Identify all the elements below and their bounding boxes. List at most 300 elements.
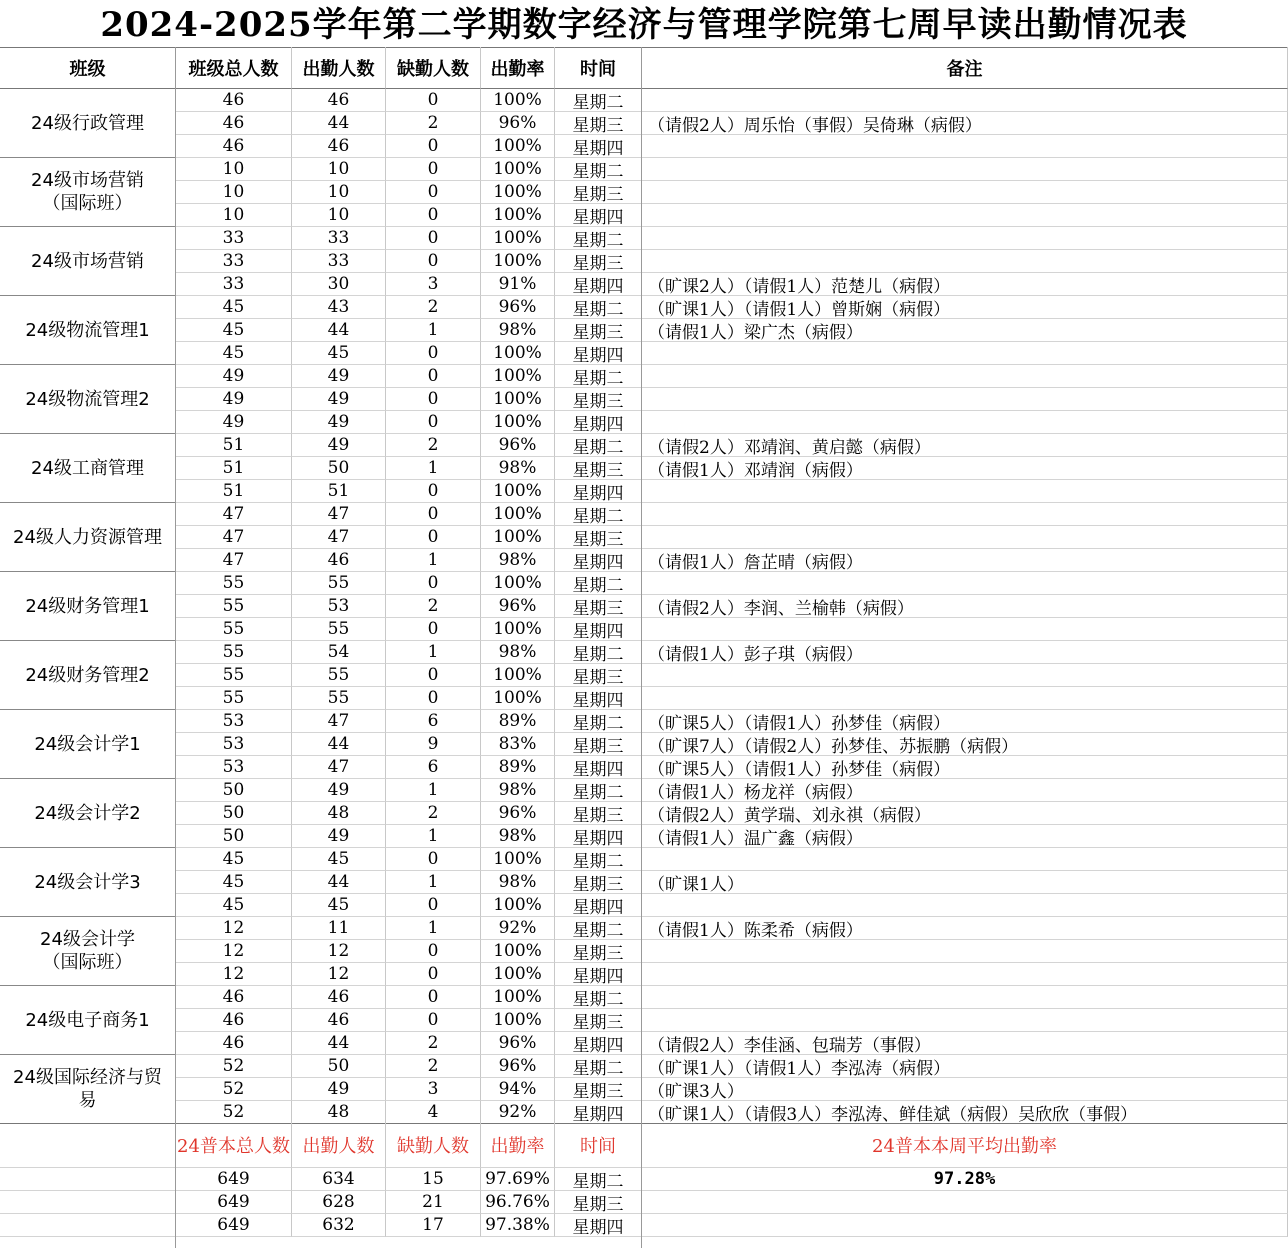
class-name-cell[interactable] <box>0 434 176 503</box>
weekday-cell[interactable]: 星期四 <box>555 135 642 158</box>
class-name-cell[interactable] <box>0 296 176 365</box>
present-count-cell[interactable]: 30 <box>292 273 386 296</box>
class-name-cell[interactable] <box>0 986 176 1055</box>
attendance-rate-cell[interactable]: 96% <box>481 434 555 457</box>
absent-count-cell[interactable]: 0 <box>386 365 481 388</box>
remark-cell[interactable]: （请假1人）杨龙祥（病假） <box>642 779 1288 802</box>
attendance-rate-cell[interactable]: 100% <box>481 204 555 227</box>
present-count-cell[interactable]: 49 <box>292 779 386 802</box>
total-count-cell[interactable]: 52 <box>176 1055 292 1078</box>
present-count-cell[interactable]: 55 <box>292 664 386 687</box>
remark-cell[interactable]: （旷课5人）（请假1人）孙梦佳（病假） <box>642 710 1288 733</box>
summary-weekday-cell[interactable]: 星期二 <box>555 1168 642 1191</box>
absent-count-cell[interactable]: 0 <box>386 480 481 503</box>
present-count-cell[interactable]: 54 <box>292 641 386 664</box>
absent-count-cell[interactable]: 0 <box>386 848 481 871</box>
remark-cell[interactable]: （请假1人）詹芷晴（病假） <box>642 549 1288 572</box>
summary-average-blank[interactable] <box>642 1191 1288 1214</box>
weekday-cell[interactable]: 星期三 <box>555 1078 642 1101</box>
remark-cell[interactable] <box>642 365 1288 388</box>
summary-absent-count-cell[interactable]: 17 <box>386 1214 481 1237</box>
present-count-cell[interactable]: 44 <box>292 112 386 135</box>
total-count-cell[interactable]: 46 <box>176 135 292 158</box>
present-count-cell[interactable]: 47 <box>292 710 386 733</box>
summary-blank-cell[interactable] <box>0 1168 176 1191</box>
weekday-cell[interactable]: 星期二 <box>555 503 642 526</box>
remark-cell[interactable] <box>642 135 1288 158</box>
class-name-cell[interactable] <box>0 779 176 848</box>
weekday-cell[interactable]: 星期二 <box>555 1055 642 1078</box>
present-count-cell[interactable]: 50 <box>292 457 386 480</box>
absent-count-cell[interactable]: 0 <box>386 89 481 112</box>
present-count-cell[interactable]: 48 <box>292 1101 386 1124</box>
attendance-rate-cell[interactable]: 96% <box>481 296 555 319</box>
present-count-cell[interactable]: 44 <box>292 733 386 756</box>
class-name-cell[interactable] <box>0 227 176 296</box>
summary-total-count-cell[interactable]: 649 <box>176 1191 292 1214</box>
absent-count-cell[interactable]: 1 <box>386 641 481 664</box>
absent-count-cell[interactable]: 1 <box>386 917 481 940</box>
attendance-rate-cell[interactable]: 96% <box>481 595 555 618</box>
weekday-cell[interactable]: 星期四 <box>555 1032 642 1055</box>
present-count-cell[interactable]: 44 <box>292 871 386 894</box>
present-count-cell[interactable]: 46 <box>292 549 386 572</box>
total-count-cell[interactable]: 10 <box>176 181 292 204</box>
weekday-cell[interactable]: 星期四 <box>555 480 642 503</box>
weekday-cell[interactable]: 星期二 <box>555 917 642 940</box>
absent-count-cell[interactable]: 2 <box>386 802 481 825</box>
attendance-rate-cell[interactable]: 96% <box>481 1032 555 1055</box>
absent-count-cell[interactable]: 0 <box>386 181 481 204</box>
summary-weekday-cell[interactable]: 星期三 <box>555 1191 642 1214</box>
attendance-rate-cell[interactable]: 83% <box>481 733 555 756</box>
absent-count-cell[interactable]: 1 <box>386 319 481 342</box>
attendance-rate-cell[interactable]: 100% <box>481 135 555 158</box>
absent-count-cell[interactable]: 0 <box>386 1009 481 1032</box>
present-count-cell[interactable]: 46 <box>292 986 386 1009</box>
present-count-cell[interactable]: 11 <box>292 917 386 940</box>
attendance-rate-cell[interactable]: 98% <box>481 871 555 894</box>
remark-cell[interactable]: （旷课7人）（请假2人）孙梦佳、苏振鹏（病假） <box>642 733 1288 756</box>
remark-cell[interactable] <box>642 687 1288 710</box>
remark-cell[interactable] <box>642 227 1288 250</box>
remark-cell[interactable]: （请假1人）彭子琪（病假） <box>642 641 1288 664</box>
weekday-cell[interactable]: 星期四 <box>555 687 642 710</box>
weekday-cell[interactable]: 星期四 <box>555 756 642 779</box>
total-count-cell[interactable]: 51 <box>176 480 292 503</box>
attendance-rate-cell[interactable]: 98% <box>481 457 555 480</box>
weekday-cell[interactable]: 星期四 <box>555 549 642 572</box>
present-count-cell[interactable]: 44 <box>292 319 386 342</box>
remark-cell[interactable]: （请假1人）温广鑫（病假） <box>642 825 1288 848</box>
summary-attendance-rate-cell[interactable]: 97.69% <box>481 1168 555 1191</box>
class-name-cell[interactable] <box>0 848 176 917</box>
attendance-rate-cell[interactable]: 100% <box>481 572 555 595</box>
present-count-cell[interactable]: 49 <box>292 825 386 848</box>
summary-total-count-cell[interactable]: 649 <box>176 1168 292 1191</box>
remark-cell[interactable]: （旷课3人） <box>642 1078 1288 1101</box>
total-count-cell[interactable]: 33 <box>176 227 292 250</box>
absent-count-cell[interactable]: 1 <box>386 825 481 848</box>
attendance-rate-cell[interactable]: 100% <box>481 365 555 388</box>
absent-count-cell[interactable]: 0 <box>386 411 481 434</box>
present-count-cell[interactable]: 55 <box>292 618 386 641</box>
class-name-cell[interactable] <box>0 158 176 227</box>
weekday-cell[interactable]: 星期二 <box>555 434 642 457</box>
attendance-rate-cell[interactable]: 100% <box>481 227 555 250</box>
class-name-cell[interactable] <box>0 365 176 434</box>
present-count-cell[interactable]: 47 <box>292 756 386 779</box>
total-count-cell[interactable]: 49 <box>176 411 292 434</box>
summary-attendance-rate-cell[interactable]: 96.76% <box>481 1191 555 1214</box>
weekday-cell[interactable]: 星期三 <box>555 181 642 204</box>
present-count-cell[interactable]: 33 <box>292 250 386 273</box>
weekday-cell[interactable]: 星期二 <box>555 848 642 871</box>
weekday-cell[interactable]: 星期三 <box>555 664 642 687</box>
summary-absent-count-cell[interactable]: 21 <box>386 1191 481 1214</box>
present-count-cell[interactable]: 55 <box>292 572 386 595</box>
present-count-cell[interactable]: 51 <box>292 480 386 503</box>
total-count-cell[interactable]: 51 <box>176 434 292 457</box>
total-count-cell[interactable]: 55 <box>176 687 292 710</box>
remark-cell[interactable]: （请假2人）李润、兰榆韩（病假） <box>642 595 1288 618</box>
remark-cell[interactable] <box>642 480 1288 503</box>
present-count-cell[interactable]: 12 <box>292 963 386 986</box>
class-name-cell[interactable] <box>0 89 176 158</box>
weekday-cell[interactable]: 星期三 <box>555 940 642 963</box>
summary-average-blank[interactable] <box>642 1214 1288 1237</box>
absent-count-cell[interactable]: 2 <box>386 1032 481 1055</box>
weekday-cell[interactable]: 星期三 <box>555 526 642 549</box>
total-count-cell[interactable]: 45 <box>176 342 292 365</box>
absent-count-cell[interactable]: 4 <box>386 1101 481 1124</box>
remark-cell[interactable] <box>642 250 1288 273</box>
present-count-cell[interactable]: 47 <box>292 503 386 526</box>
attendance-rate-cell[interactable]: 100% <box>481 89 555 112</box>
weekday-cell[interactable]: 星期四 <box>555 825 642 848</box>
present-count-cell[interactable]: 55 <box>292 687 386 710</box>
remark-cell[interactable]: （请假2人）李佳涵、包瑞芳（事假） <box>642 1032 1288 1055</box>
weekday-cell[interactable]: 星期二 <box>555 158 642 181</box>
weekday-cell[interactable]: 星期三 <box>555 595 642 618</box>
remark-cell[interactable]: （请假1人）陈柔希（病假） <box>642 917 1288 940</box>
total-count-cell[interactable]: 50 <box>176 802 292 825</box>
total-count-cell[interactable]: 10 <box>176 204 292 227</box>
attendance-rate-cell[interactable]: 100% <box>481 664 555 687</box>
total-count-cell[interactable]: 33 <box>176 273 292 296</box>
total-count-cell[interactable]: 46 <box>176 89 292 112</box>
weekday-cell[interactable]: 星期三 <box>555 250 642 273</box>
total-count-cell[interactable]: 53 <box>176 710 292 733</box>
total-count-cell[interactable]: 46 <box>176 112 292 135</box>
attendance-rate-cell[interactable]: 100% <box>481 526 555 549</box>
remark-cell[interactable]: （旷课2人）（请假1人）范楚儿（病假） <box>642 273 1288 296</box>
attendance-rate-cell[interactable]: 96% <box>481 112 555 135</box>
attendance-rate-cell[interactable]: 100% <box>481 940 555 963</box>
weekday-cell[interactable]: 星期四 <box>555 894 642 917</box>
summary-blank-cell[interactable] <box>0 1214 176 1237</box>
absent-count-cell[interactable]: 3 <box>386 273 481 296</box>
summary-attendance-rate-cell[interactable]: 97.38% <box>481 1214 555 1237</box>
remark-cell[interactable]: （请假1人）梁广杰（病假） <box>642 319 1288 342</box>
remark-cell[interactable] <box>642 848 1288 871</box>
weekday-cell[interactable]: 星期三 <box>555 733 642 756</box>
weekday-cell[interactable]: 星期四 <box>555 342 642 365</box>
total-count-cell[interactable]: 51 <box>176 457 292 480</box>
total-count-cell[interactable]: 50 <box>176 825 292 848</box>
attendance-rate-cell[interactable]: 100% <box>481 894 555 917</box>
present-count-cell[interactable]: 47 <box>292 526 386 549</box>
remark-cell[interactable] <box>642 1009 1288 1032</box>
remark-cell[interactable]: （旷课1人） <box>642 871 1288 894</box>
attendance-rate-cell[interactable]: 94% <box>481 1078 555 1101</box>
remark-cell[interactable] <box>642 664 1288 687</box>
total-count-cell[interactable]: 49 <box>176 365 292 388</box>
weekday-cell[interactable]: 星期三 <box>555 319 642 342</box>
summary-present-count-cell[interactable]: 628 <box>292 1191 386 1214</box>
weekly-average-rate[interactable]: 97.28% <box>642 1168 1288 1191</box>
absent-count-cell[interactable]: 0 <box>386 503 481 526</box>
weekday-cell[interactable]: 星期二 <box>555 227 642 250</box>
present-count-cell[interactable]: 46 <box>292 1009 386 1032</box>
class-name-cell[interactable] <box>0 917 176 986</box>
attendance-rate-cell[interactable]: 100% <box>481 618 555 641</box>
absent-count-cell[interactable]: 2 <box>386 1055 481 1078</box>
total-count-cell[interactable]: 45 <box>176 319 292 342</box>
weekday-cell[interactable]: 星期二 <box>555 89 642 112</box>
absent-count-cell[interactable]: 9 <box>386 733 481 756</box>
total-count-cell[interactable]: 12 <box>176 963 292 986</box>
total-count-cell[interactable]: 52 <box>176 1101 292 1124</box>
present-count-cell[interactable]: 46 <box>292 135 386 158</box>
weekday-cell[interactable]: 星期四 <box>555 411 642 434</box>
present-count-cell[interactable]: 44 <box>292 1032 386 1055</box>
present-count-cell[interactable]: 45 <box>292 848 386 871</box>
total-count-cell[interactable]: 47 <box>176 526 292 549</box>
absent-count-cell[interactable]: 0 <box>386 572 481 595</box>
absent-count-cell[interactable]: 0 <box>386 894 481 917</box>
summary-blank-cell[interactable] <box>0 1123 176 1168</box>
remark-cell[interactable] <box>642 388 1288 411</box>
total-count-cell[interactable]: 10 <box>176 158 292 181</box>
weekday-cell[interactable]: 星期三 <box>555 112 642 135</box>
present-count-cell[interactable]: 10 <box>292 158 386 181</box>
attendance-rate-cell[interactable]: 100% <box>481 181 555 204</box>
attendance-rate-cell[interactable]: 98% <box>481 825 555 848</box>
absent-count-cell[interactable]: 0 <box>386 204 481 227</box>
attendance-rate-cell[interactable]: 91% <box>481 273 555 296</box>
total-count-cell[interactable]: 12 <box>176 917 292 940</box>
absent-count-cell[interactable]: 2 <box>386 595 481 618</box>
attendance-rate-cell[interactable]: 98% <box>481 549 555 572</box>
total-count-cell[interactable]: 45 <box>176 296 292 319</box>
present-count-cell[interactable]: 45 <box>292 342 386 365</box>
present-count-cell[interactable]: 10 <box>292 181 386 204</box>
summary-total-count-cell[interactable]: 649 <box>176 1214 292 1237</box>
absent-count-cell[interactable]: 3 <box>386 1078 481 1101</box>
remark-cell[interactable]: （旷课1人）（请假1人）曾斯娴（病假） <box>642 296 1288 319</box>
total-count-cell[interactable]: 47 <box>176 503 292 526</box>
weekday-cell[interactable]: 星期二 <box>555 296 642 319</box>
total-count-cell[interactable]: 46 <box>176 986 292 1009</box>
attendance-rate-cell[interactable]: 100% <box>481 250 555 273</box>
remark-cell[interactable]: （旷课1人）（请假1人）李泓涛（病假） <box>642 1055 1288 1078</box>
remark-cell[interactable] <box>642 963 1288 986</box>
weekday-cell[interactable]: 星期三 <box>555 1009 642 1032</box>
remark-cell[interactable] <box>642 986 1288 1009</box>
absent-count-cell[interactable]: 0 <box>386 227 481 250</box>
absent-count-cell[interactable]: 0 <box>386 986 481 1009</box>
class-name-cell[interactable] <box>0 1055 176 1124</box>
absent-count-cell[interactable]: 0 <box>386 618 481 641</box>
weekday-cell[interactable]: 星期二 <box>555 365 642 388</box>
total-count-cell[interactable]: 47 <box>176 549 292 572</box>
attendance-rate-cell[interactable]: 100% <box>481 388 555 411</box>
summary-present-count-cell[interactable]: 632 <box>292 1214 386 1237</box>
absent-count-cell[interactable]: 0 <box>386 664 481 687</box>
class-name-cell[interactable] <box>0 710 176 779</box>
absent-count-cell[interactable]: 1 <box>386 549 481 572</box>
total-count-cell[interactable]: 45 <box>176 894 292 917</box>
absent-count-cell[interactable]: 1 <box>386 457 481 480</box>
present-count-cell[interactable]: 49 <box>292 411 386 434</box>
remark-cell[interactable] <box>642 526 1288 549</box>
remark-cell[interactable] <box>642 572 1288 595</box>
present-count-cell[interactable]: 43 <box>292 296 386 319</box>
weekday-cell[interactable]: 星期四 <box>555 963 642 986</box>
attendance-rate-cell[interactable]: 100% <box>481 480 555 503</box>
remark-cell[interactable] <box>642 940 1288 963</box>
remark-cell[interactable]: （请假2人）黄学瑞、刘永祺（病假） <box>642 802 1288 825</box>
weekday-cell[interactable]: 星期三 <box>555 457 642 480</box>
remark-cell[interactable]: （请假1人）邓靖润（病假） <box>642 457 1288 480</box>
absent-count-cell[interactable]: 0 <box>386 526 481 549</box>
total-count-cell[interactable]: 52 <box>176 1078 292 1101</box>
weekday-cell[interactable]: 星期四 <box>555 204 642 227</box>
weekday-cell[interactable]: 星期三 <box>555 871 642 894</box>
remark-cell[interactable]: （旷课5人）（请假1人）孙梦佳（病假） <box>642 756 1288 779</box>
remark-cell[interactable] <box>642 204 1288 227</box>
attendance-rate-cell[interactable]: 89% <box>481 710 555 733</box>
absent-count-cell[interactable]: 0 <box>386 963 481 986</box>
remark-cell[interactable] <box>642 894 1288 917</box>
weekday-cell[interactable]: 星期二 <box>555 641 642 664</box>
class-name-cell[interactable] <box>0 572 176 641</box>
absent-count-cell[interactable]: 0 <box>386 687 481 710</box>
attendance-rate-cell[interactable]: 100% <box>481 342 555 365</box>
total-count-cell[interactable]: 53 <box>176 756 292 779</box>
total-count-cell[interactable]: 53 <box>176 733 292 756</box>
present-count-cell[interactable]: 49 <box>292 1078 386 1101</box>
remark-cell[interactable]: （旷课1人）（请假3人）李泓涛、鲜佳斌（病假）吴欣欣（事假） <box>642 1101 1288 1124</box>
absent-count-cell[interactable]: 6 <box>386 710 481 733</box>
absent-count-cell[interactable]: 2 <box>386 434 481 457</box>
attendance-rate-cell[interactable]: 89% <box>481 756 555 779</box>
present-count-cell[interactable]: 45 <box>292 894 386 917</box>
attendance-rate-cell[interactable]: 100% <box>481 848 555 871</box>
class-name-cell[interactable] <box>0 503 176 572</box>
attendance-rate-cell[interactable]: 100% <box>481 687 555 710</box>
weekday-cell[interactable]: 星期二 <box>555 710 642 733</box>
total-count-cell[interactable]: 45 <box>176 871 292 894</box>
attendance-rate-cell[interactable]: 92% <box>481 917 555 940</box>
remark-cell[interactable] <box>642 618 1288 641</box>
remark-cell[interactable]: （请假2人）周乐怡（事假）吴倚琳（病假） <box>642 112 1288 135</box>
remark-cell[interactable] <box>642 503 1288 526</box>
absent-count-cell[interactable]: 0 <box>386 388 481 411</box>
absent-count-cell[interactable]: 0 <box>386 342 481 365</box>
remark-cell[interactable] <box>642 181 1288 204</box>
attendance-rate-cell[interactable]: 100% <box>481 986 555 1009</box>
weekday-cell[interactable]: 星期二 <box>555 986 642 1009</box>
summary-weekday-cell[interactable]: 星期四 <box>555 1214 642 1237</box>
present-count-cell[interactable]: 48 <box>292 802 386 825</box>
absent-count-cell[interactable]: 0 <box>386 940 481 963</box>
absent-count-cell[interactable]: 1 <box>386 871 481 894</box>
attendance-rate-cell[interactable]: 98% <box>481 319 555 342</box>
present-count-cell[interactable]: 50 <box>292 1055 386 1078</box>
total-count-cell[interactable]: 33 <box>176 250 292 273</box>
weekday-cell[interactable]: 星期四 <box>555 618 642 641</box>
summary-absent-count-cell[interactable]: 15 <box>386 1168 481 1191</box>
remark-cell[interactable]: （请假2人）邓靖润、黄启懿（病假） <box>642 434 1288 457</box>
total-count-cell[interactable]: 55 <box>176 664 292 687</box>
attendance-rate-cell[interactable]: 98% <box>481 641 555 664</box>
present-count-cell[interactable]: 49 <box>292 388 386 411</box>
weekday-cell[interactable]: 星期四 <box>555 1101 642 1124</box>
absent-count-cell[interactable]: 0 <box>386 158 481 181</box>
attendance-rate-cell[interactable]: 98% <box>481 779 555 802</box>
attendance-rate-cell[interactable]: 96% <box>481 1055 555 1078</box>
absent-count-cell[interactable]: 2 <box>386 296 481 319</box>
present-count-cell[interactable]: 33 <box>292 227 386 250</box>
weekday-cell[interactable]: 星期四 <box>555 273 642 296</box>
attendance-rate-cell[interactable]: 100% <box>481 503 555 526</box>
absent-count-cell[interactable]: 6 <box>386 756 481 779</box>
present-count-cell[interactable]: 49 <box>292 365 386 388</box>
remark-cell[interactable] <box>642 158 1288 181</box>
total-count-cell[interactable]: 50 <box>176 779 292 802</box>
attendance-rate-cell[interactable]: 100% <box>481 158 555 181</box>
total-count-cell[interactable]: 55 <box>176 641 292 664</box>
weekday-cell[interactable]: 星期二 <box>555 572 642 595</box>
total-count-cell[interactable]: 55 <box>176 618 292 641</box>
absent-count-cell[interactable]: 1 <box>386 779 481 802</box>
present-count-cell[interactable]: 49 <box>292 434 386 457</box>
attendance-rate-cell[interactable]: 100% <box>481 963 555 986</box>
remark-cell[interactable] <box>642 342 1288 365</box>
absent-count-cell[interactable]: 0 <box>386 250 481 273</box>
attendance-rate-cell[interactable]: 100% <box>481 411 555 434</box>
total-count-cell[interactable]: 46 <box>176 1032 292 1055</box>
attendance-rate-cell[interactable]: 96% <box>481 802 555 825</box>
class-name-cell[interactable] <box>0 641 176 710</box>
remark-cell[interactable] <box>642 89 1288 112</box>
remark-cell[interactable] <box>642 411 1288 434</box>
weekday-cell[interactable]: 星期三 <box>555 388 642 411</box>
total-count-cell[interactable]: 45 <box>176 848 292 871</box>
weekday-cell[interactable]: 星期三 <box>555 802 642 825</box>
attendance-rate-cell[interactable]: 100% <box>481 1009 555 1032</box>
present-count-cell[interactable]: 12 <box>292 940 386 963</box>
present-count-cell[interactable]: 46 <box>292 89 386 112</box>
summary-present-count-cell[interactable]: 634 <box>292 1168 386 1191</box>
absent-count-cell[interactable]: 0 <box>386 135 481 158</box>
total-count-cell[interactable]: 55 <box>176 595 292 618</box>
total-count-cell[interactable]: 46 <box>176 1009 292 1032</box>
total-count-cell[interactable]: 49 <box>176 388 292 411</box>
present-count-cell[interactable]: 10 <box>292 204 386 227</box>
